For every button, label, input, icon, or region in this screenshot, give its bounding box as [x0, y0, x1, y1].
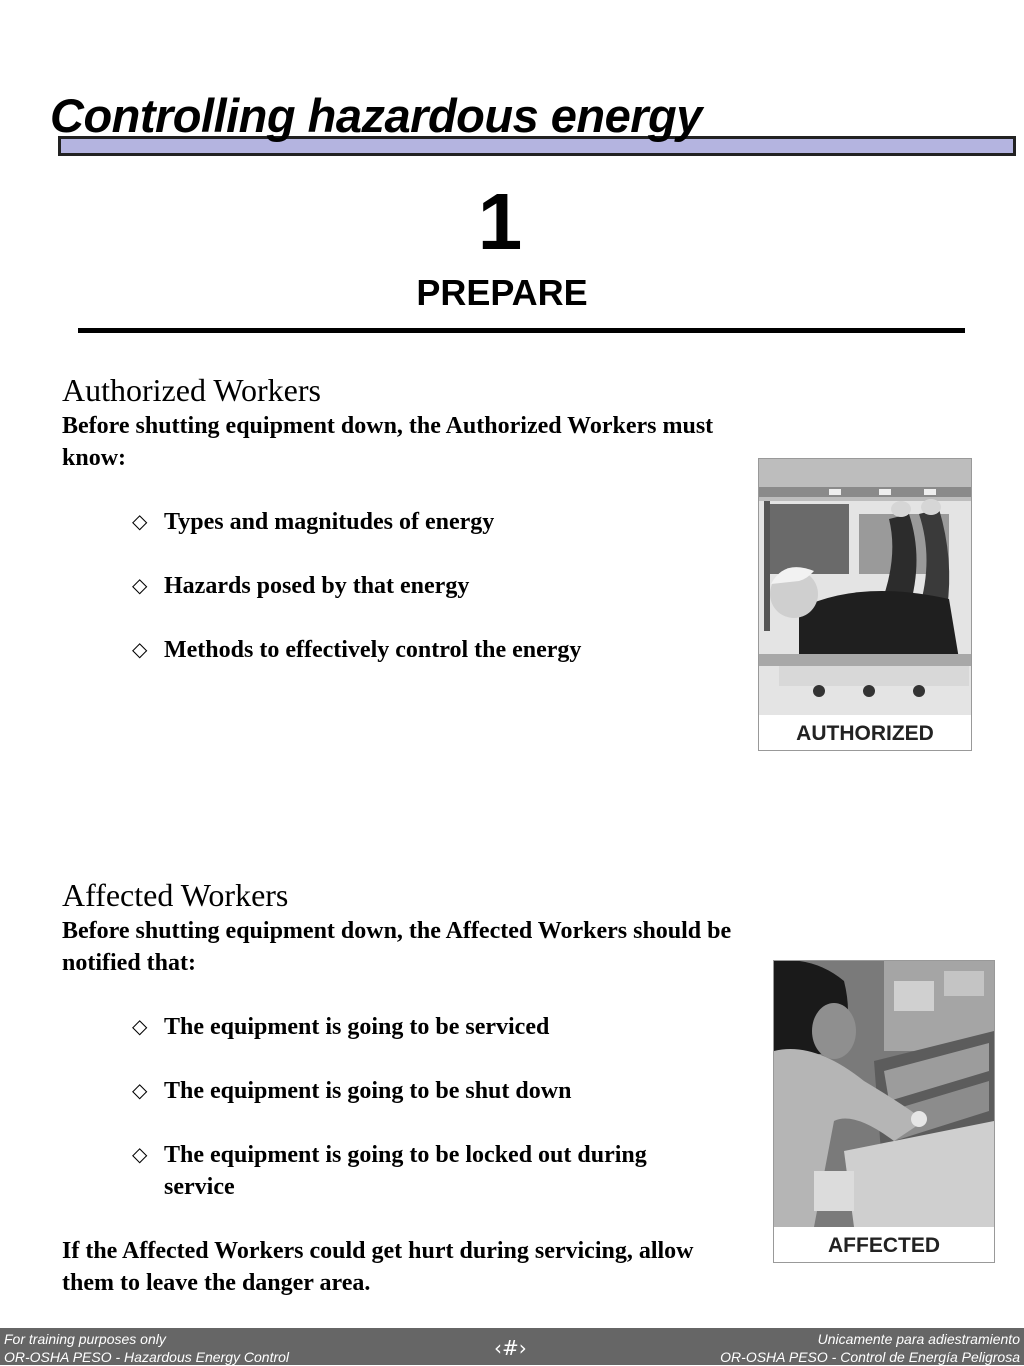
bullet-text: The equipment is going to be shut down — [164, 1078, 572, 1104]
authorized-heading: Authorized Workers — [62, 372, 321, 408]
footer-right — [720, 1330, 1020, 1366]
authorized-bullet — [132, 506, 722, 538]
authorized-bullet — [132, 634, 722, 666]
bullet-text: The equipment is going to be locked out during service — [164, 1142, 647, 1200]
affected-bullet — [132, 1075, 722, 1107]
diamond-bullet-icon: ◇ — [132, 1014, 148, 1038]
affected-intro: Before shutting equipment down, the Affected Workers should be notified that: — [62, 918, 732, 976]
footer-left-line1: For training purposes only — [4, 1331, 166, 1347]
step-label: PREPARE — [416, 272, 588, 313]
bullet-text: Types and magnitudes of energy — [164, 509, 495, 535]
affected-bullet — [132, 1011, 722, 1043]
footer-bar — [0, 1328, 1024, 1365]
page-number-marker: ‹#› — [494, 1336, 527, 1360]
worker-under-equipment-illustration — [759, 459, 971, 715]
affected-closing: If the Affected Workers could get hurt during servicing, allow them to leave the danger area. — [62, 1238, 694, 1296]
footer-left-line2: OR-OSHA PESO - Hazardous Energy Control — [4, 1349, 290, 1365]
photo-caption: AUTHORIZED — [796, 722, 934, 745]
bullet-text: Methods to effectively control the energy — [164, 637, 582, 663]
section-divider — [78, 328, 965, 333]
diamond-bullet-icon: ◇ — [132, 573, 148, 597]
diamond-bullet-icon: ◇ — [132, 1142, 148, 1166]
page-title: Controlling hazardous energy — [50, 89, 702, 142]
affected-heading: Affected Workers — [62, 877, 289, 913]
footer-right-line2: OR-OSHA PESO - Control de Energía Peligrosa — [720, 1349, 1020, 1365]
bullet-text: The equipment is going to be serviced — [164, 1014, 550, 1040]
affected-bullet — [132, 1139, 722, 1203]
diamond-bullet-icon: ◇ — [132, 637, 148, 661]
authorized-worker-photo — [758, 458, 972, 751]
footer-left — [4, 1330, 289, 1366]
diamond-bullet-icon: ◇ — [132, 509, 148, 533]
affected-worker-photo — [773, 960, 995, 1263]
diamond-bullet-icon: ◇ — [132, 1078, 148, 1102]
authorized-intro: Before shutting equipment down, the Authorized Workers must know: — [62, 413, 714, 471]
step-number: 1 — [477, 177, 523, 266]
bullet-text: Hazards posed by that energy — [164, 573, 470, 599]
footer-right-line1: Unicamente para adiestramiento — [817, 1331, 1020, 1347]
photo-caption: AFFECTED — [828, 1234, 940, 1257]
worker-at-assembly-line-illustration — [774, 961, 994, 1227]
authorized-bullet — [132, 570, 722, 602]
